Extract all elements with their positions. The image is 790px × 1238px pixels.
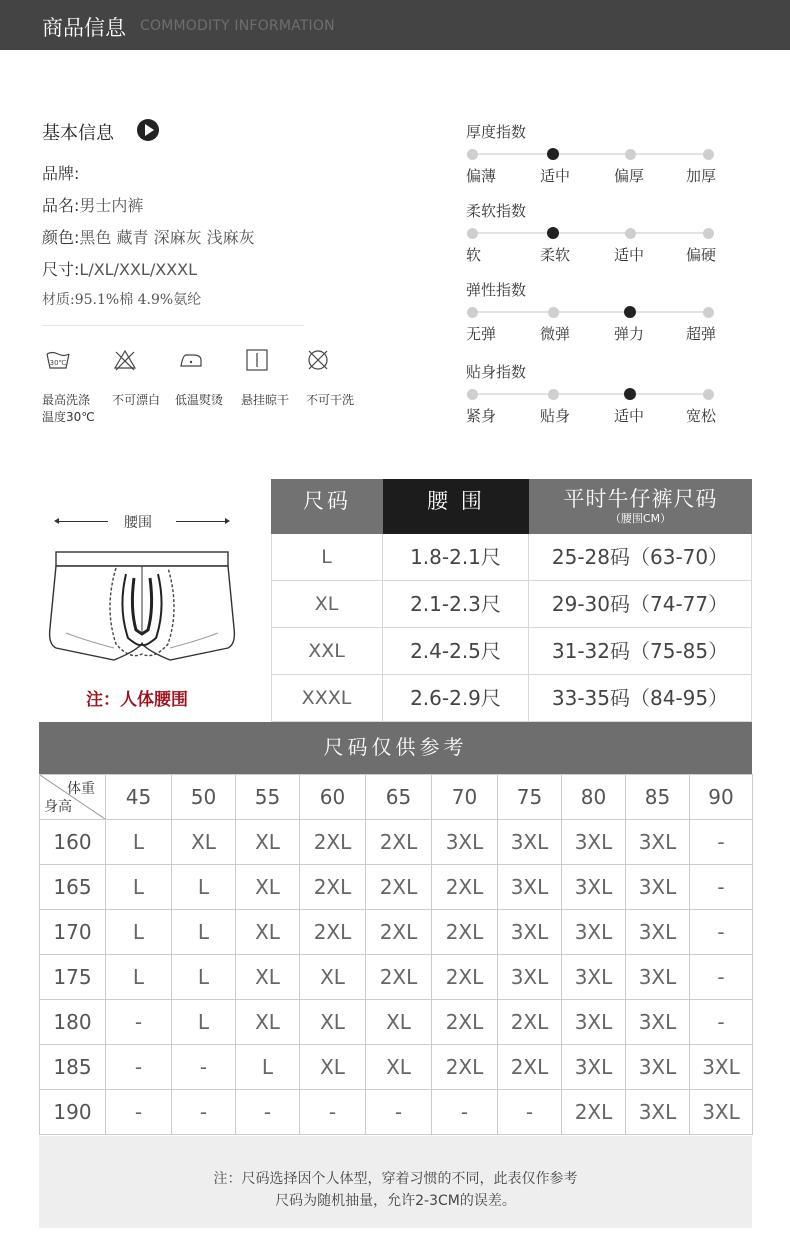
size-cell: - (366, 1090, 432, 1135)
size-cell: 2XL (432, 910, 498, 955)
weight-header-cell: 60 (300, 775, 366, 820)
index-dot (703, 389, 714, 400)
size-cell: 2XL (366, 910, 432, 955)
index-title: 弹性指数 (466, 281, 527, 299)
size-cell: - (172, 1045, 236, 1090)
no-dry-clean-icon (306, 348, 330, 372)
index-track (472, 311, 708, 313)
size-cell: L (106, 910, 172, 955)
size-cell: - (690, 1000, 753, 1045)
table-row (40, 910, 753, 955)
size-cell: L (172, 955, 236, 1000)
weight-header-cell: 80 (562, 775, 626, 820)
height-label: 身高 (44, 799, 72, 815)
size-cell: - (690, 865, 753, 910)
index-dot (625, 228, 636, 239)
iron-low-icon (179, 348, 203, 372)
height-header-cell: 170 (40, 910, 106, 955)
index-option-label: 适中 (614, 407, 645, 425)
footer-line-1: 注：尺码选择因个人体型，穿着习惯的不同，此表仅作参考 (213, 1171, 578, 1187)
size-cell-waist: 2.6-2.9尺 (383, 675, 529, 722)
size-cell: - (236, 1090, 300, 1135)
size-cell: - (106, 1090, 172, 1135)
info-size: 尺寸:L/XL/XXL/XXXL (42, 260, 197, 279)
index-title: 柔软指数 (466, 202, 527, 220)
size-cell-size: XXL (271, 628, 383, 675)
waist-label: 腰围 (124, 515, 152, 531)
index-dot (625, 149, 636, 160)
header-bar (0, 0, 790, 50)
weight-header-cell: 55 (236, 775, 300, 820)
weight-label: 体重 (67, 781, 95, 797)
size-cell-size: XXXL (271, 675, 383, 722)
size-cell: 2XL (366, 865, 432, 910)
weight-header-cell: 90 (690, 775, 753, 820)
size-cell: L (106, 865, 172, 910)
size-cell: L (172, 865, 236, 910)
height-header-cell: 175 (40, 955, 106, 1000)
size-cell: L (236, 1045, 300, 1090)
weight-header-cell: 75 (498, 775, 562, 820)
size-cell: - (498, 1090, 562, 1135)
size-cell: 3XL (498, 910, 562, 955)
index-track (472, 153, 708, 155)
index-dot (548, 307, 559, 318)
chart-header-row (40, 775, 753, 820)
size-cell: XL (236, 955, 300, 1000)
size-cell: XL (300, 1000, 366, 1045)
size-cell: - (300, 1090, 366, 1135)
size-cell: 3XL (432, 820, 498, 865)
no-bleach-icon (113, 348, 137, 372)
size-cell: XL (236, 865, 300, 910)
weight-header-cell: 85 (626, 775, 690, 820)
info-material: 材质:95.1%棉 4.9%氨纶 (42, 292, 202, 308)
size-cell: XL (366, 1000, 432, 1045)
size-cell: 2XL (300, 820, 366, 865)
weight-header-cell: 65 (366, 775, 432, 820)
size-cell: 2XL (366, 820, 432, 865)
size-cell: 3XL (562, 820, 626, 865)
size-header: 尺码 (271, 479, 383, 534)
index-option-label: 适中 (614, 246, 645, 264)
size-chart-table (39, 774, 753, 1135)
size-cell: 3XL (562, 1045, 626, 1090)
size-cell: L (106, 820, 172, 865)
table-row (40, 1090, 753, 1135)
size-cell: 3XL (562, 955, 626, 1000)
size-cell-jeans: 25-28码（63-70） (529, 534, 752, 581)
index-dot (467, 307, 478, 318)
size-cell: 3XL (626, 820, 690, 865)
height-header-cell: 190 (40, 1090, 106, 1135)
index-title: 厚度指数 (466, 123, 527, 141)
table-row (40, 1000, 753, 1045)
index-option-label: 偏薄 (466, 167, 497, 185)
arrow-left-icon (56, 521, 108, 522)
index-dot-selected (547, 148, 559, 160)
height-header-cell: 185 (40, 1045, 106, 1090)
size-cell: XL (236, 1000, 300, 1045)
size-cell: 3XL (626, 1045, 690, 1090)
size-cell: 2XL (432, 865, 498, 910)
height-header-cell: 180 (40, 1000, 106, 1045)
size-cell: L (106, 955, 172, 1000)
size-cell: 3XL (562, 865, 626, 910)
size-cell: 3XL (562, 910, 626, 955)
size-cell-waist: 2.4-2.5尺 (383, 628, 529, 675)
size-table-border (271, 534, 272, 722)
size-cell: L (172, 910, 236, 955)
size-cell-jeans: 31-32码（75-85） (529, 628, 752, 675)
wash-30-icon (46, 348, 70, 372)
index-dot-selected (624, 306, 636, 318)
size-cell: 3XL (690, 1045, 753, 1090)
size-cell-jeans: 29-30码（74-77） (529, 581, 752, 628)
size-cell-waist: 1.8-2.1尺 (383, 534, 529, 581)
size-cell: XL (300, 955, 366, 1000)
size-cell-size: XL (271, 581, 383, 628)
size-cell-size: L (271, 534, 383, 581)
height-header-cell: 160 (40, 820, 106, 865)
info-divider (42, 325, 304, 326)
index-option-label: 宽松 (686, 407, 717, 425)
size-cell: XL (172, 820, 236, 865)
size-cell: 2XL (562, 1090, 626, 1135)
size-cell: - (432, 1090, 498, 1135)
briefs-illustration-icon (44, 548, 240, 672)
index-option-label: 贴身 (540, 407, 571, 425)
size-cell: - (690, 820, 753, 865)
care-label-bleach: 不可漂白 (112, 393, 161, 407)
hang-dry-icon (245, 348, 269, 372)
table-row (40, 955, 753, 1000)
weight-header-cell: 50 (172, 775, 236, 820)
weight-header-cell: 70 (432, 775, 498, 820)
size-cell: 3XL (498, 820, 562, 865)
size-cell: 2XL (300, 865, 366, 910)
size-cell: - (106, 1000, 172, 1045)
index-option-label: 无弹 (466, 325, 497, 343)
size-cell: 3XL (562, 1000, 626, 1045)
size-cell: 3XL (626, 955, 690, 1000)
care-label-dryclean: 不可干洗 (306, 393, 355, 407)
index-dot (703, 228, 714, 239)
weight-header-cell: 45 (106, 775, 172, 820)
size-cell: XL (236, 910, 300, 955)
index-title: 贴身指数 (466, 363, 527, 381)
size-cell: 2XL (366, 955, 432, 1000)
info-brand: 品牌: (42, 164, 80, 183)
size-cell: 2XL (498, 1045, 562, 1090)
waist-header: 腰 围 (383, 479, 529, 534)
size-cell: 3XL (626, 1090, 690, 1135)
size-cell: 3XL (626, 865, 690, 910)
index-option-label: 微弹 (540, 325, 571, 343)
chart-corner-cell (40, 775, 106, 820)
size-cell-jeans: 33-35码（84-95） (529, 675, 752, 722)
index-dot (703, 149, 714, 160)
size-cell: XL (366, 1045, 432, 1090)
table-row (40, 865, 753, 910)
size-cell: 3XL (690, 1090, 753, 1135)
size-cell: - (690, 910, 753, 955)
index-dot-selected (624, 388, 636, 400)
care-label-iron: 低温熨烫 (175, 393, 224, 407)
table-row (40, 820, 753, 865)
footer-line-2: 尺码为随机抽量，允许2-3CM的误差。 (275, 1193, 516, 1209)
index-option-label: 偏硬 (686, 246, 717, 264)
arrow-right-icon (176, 521, 228, 522)
size-cell: L (172, 1000, 236, 1045)
size-cell: 3XL (498, 955, 562, 1000)
size-cell: - (690, 955, 753, 1000)
footer-note (39, 1136, 752, 1228)
size-cell: 2XL (432, 1000, 498, 1045)
header-title-en: COMMODITY INFORMATION (140, 18, 335, 34)
index-dot (467, 389, 478, 400)
size-cell: XL (236, 820, 300, 865)
size-cell: 3XL (626, 910, 690, 955)
index-option-label: 适中 (540, 167, 571, 185)
index-dot (467, 228, 478, 239)
care-label-wash: 最高洗涤 温度30℃ (42, 393, 95, 424)
height-header-cell: 165 (40, 865, 106, 910)
index-track (472, 232, 708, 234)
svg-text:30℃: 30℃ (49, 359, 67, 367)
info-name: 品名:男士内裤 (42, 196, 144, 215)
size-cell: - (172, 1090, 236, 1135)
index-dot-selected (547, 227, 559, 239)
size-cell: XL (300, 1045, 366, 1090)
care-label-hang: 悬挂晾干 (241, 393, 290, 407)
size-cell: - (106, 1045, 172, 1090)
index-dot (467, 149, 478, 160)
size-cell: 2XL (432, 955, 498, 1000)
info-color: 颜色:黑色 藏青 深麻灰 浅麻灰 (42, 228, 255, 247)
size-cell-waist: 2.1-2.3尺 (383, 581, 529, 628)
index-option-label: 柔软 (540, 246, 571, 264)
waist-note: 注：人体腰围 (86, 690, 188, 710)
index-track (472, 393, 708, 395)
index-option-label: 弹力 (614, 325, 645, 343)
size-cell: 2XL (432, 1045, 498, 1090)
size-cell: 2XL (300, 910, 366, 955)
index-option-label: 软 (466, 246, 482, 264)
header-title-cn: 商品信息 (42, 16, 126, 40)
size-cell: 3XL (498, 865, 562, 910)
chart-title: 尺码仅供参考 (39, 722, 752, 774)
size-cell: 2XL (498, 1000, 562, 1045)
index-option-label: 加厚 (686, 167, 717, 185)
index-dot (703, 307, 714, 318)
basic-info-title: 基本信息 (42, 123, 114, 144)
index-option-label: 超弹 (686, 325, 717, 343)
index-option-label: 紧身 (466, 407, 497, 425)
index-dot (548, 389, 559, 400)
table-row (40, 1045, 753, 1090)
jeans-header: 平时牛仔裤尺码 （腰围CM） (529, 479, 752, 534)
size-cell: 3XL (626, 1000, 690, 1045)
index-option-label: 偏厚 (614, 167, 645, 185)
play-icon (137, 119, 159, 141)
